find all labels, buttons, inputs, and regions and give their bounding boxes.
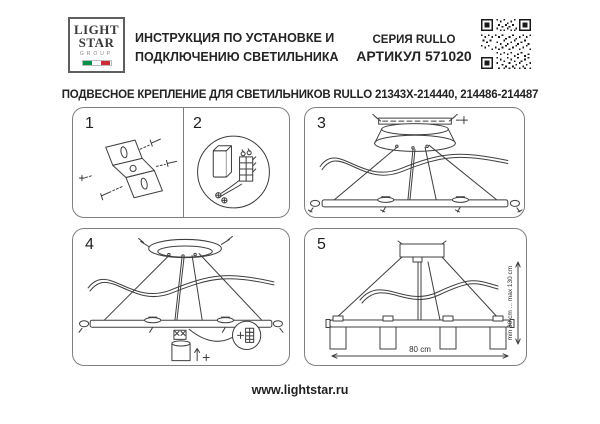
step-5-number: 5 <box>317 236 326 253</box>
height-dimension-label: min 30 cm ... max 130 cm <box>507 265 514 341</box>
series-label: СЕРИЯ RULLO <box>372 34 456 46</box>
qr-code-icon <box>481 19 531 69</box>
wire-terminal-detail-illustration <box>191 130 277 214</box>
title-line-2: ПОДКЛЮЧЕНИЮ СВЕТИЛЬНИКА <box>135 50 339 64</box>
width-dimension-label: 80 cm <box>409 345 431 354</box>
logo-word-light: LIGHT <box>73 22 120 37</box>
step-2-number: 2 <box>193 115 202 132</box>
series-article-block <box>352 33 476 65</box>
subtitle: ПОДВЕСНОЕ КРЕПЛЕНИЕ ДЛЯ СВЕТИЛЬНИКОВ RULLO 21343X-214440, 214486-214487 <box>61 89 539 101</box>
italian-flag-icon <box>82 60 112 66</box>
website-url: www.lightstar.ru <box>251 383 349 397</box>
assembled-fixture-illustration <box>308 235 525 363</box>
page-title <box>135 29 339 67</box>
card-divider <box>183 108 184 217</box>
logo-word-star: STAR <box>78 35 115 50</box>
article-label: АРТИКУЛ 571020 <box>356 48 472 64</box>
card-steps-1-2 <box>72 107 290 218</box>
card-step-5 <box>304 228 527 366</box>
card-step-3 <box>304 107 525 218</box>
logo-word-group: GROUP <box>79 51 114 57</box>
step-1-number: 1 <box>85 115 94 132</box>
lightstar-logo <box>68 17 125 73</box>
shade-attachment-illustration <box>76 235 288 363</box>
canopy-mounting-illustration <box>308 114 523 214</box>
mounting-bracket-illustration <box>77 130 179 216</box>
title-line-1: ИНСТРУКЦИЯ ПО УСТАНОВКЕ И <box>135 31 335 45</box>
step-3-number: 3 <box>317 115 326 132</box>
card-step-4 <box>72 228 290 366</box>
step-4-number: 4 <box>85 236 94 253</box>
